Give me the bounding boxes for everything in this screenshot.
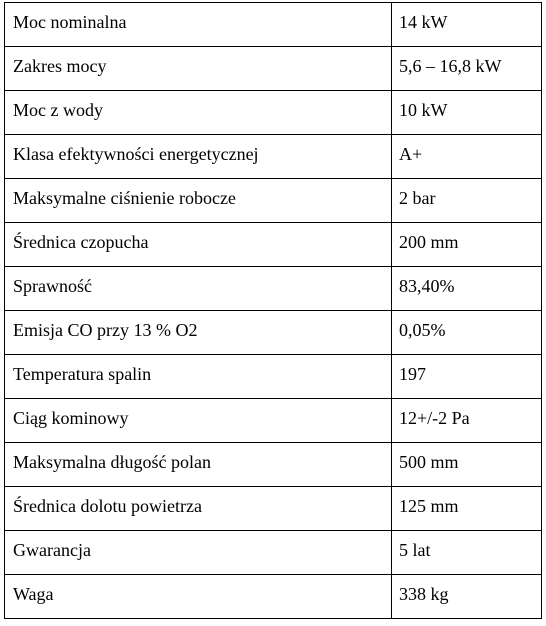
- table-row: [5, 47, 542, 91]
- spec-label: Klasa efektywności energetycznej: [5, 135, 392, 179]
- spec-value: A+: [392, 135, 542, 179]
- table-row: [5, 91, 542, 135]
- table-row: [5, 135, 542, 179]
- spec-value: 197: [392, 355, 542, 399]
- spec-label: Średnica dolotu powietrza: [5, 487, 392, 531]
- spec-value: 10 kW: [392, 91, 542, 135]
- table-row: [5, 223, 542, 267]
- table-row: [5, 443, 542, 487]
- spec-label: Średnica czopucha: [5, 223, 392, 267]
- table-row: [5, 355, 542, 399]
- spec-value: 338 kg: [392, 575, 542, 619]
- spec-label: Moc nominalna: [5, 3, 392, 47]
- table-row: [5, 531, 542, 575]
- spec-label: Maksymalna długość polan: [5, 443, 392, 487]
- spec-value: 14 kW: [392, 3, 542, 47]
- specifications-table: [4, 2, 542, 619]
- table-row: [5, 399, 542, 443]
- spec-value: 200 mm: [392, 223, 542, 267]
- specifications-table-body: [5, 3, 542, 619]
- spec-label: Gwarancja: [5, 531, 392, 575]
- spec-label: Zakres mocy: [5, 47, 392, 91]
- spec-label: Ciąg kominowy: [5, 399, 392, 443]
- spec-value: 0,05%: [392, 311, 542, 355]
- table-row: [5, 311, 542, 355]
- spec-value: 500 mm: [392, 443, 542, 487]
- spec-label: Temperatura spalin: [5, 355, 392, 399]
- table-row: [5, 267, 542, 311]
- spec-value: 5 lat: [392, 531, 542, 575]
- table-row: [5, 487, 542, 531]
- spec-value: 83,40%: [392, 267, 542, 311]
- spec-value: 2 bar: [392, 179, 542, 223]
- table-row: [5, 179, 542, 223]
- spec-value: 12+/-2 Pa: [392, 399, 542, 443]
- table-row: [5, 3, 542, 47]
- spec-label: Waga: [5, 575, 392, 619]
- spec-value: 5,6 – 16,8 kW: [392, 47, 542, 91]
- spec-label: Maksymalne ciśnienie robocze: [5, 179, 392, 223]
- spec-value: 125 mm: [392, 487, 542, 531]
- table-row: [5, 575, 542, 619]
- spec-label: Emisja CO przy 13 % O2: [5, 311, 392, 355]
- spec-label: Sprawność: [5, 267, 392, 311]
- spec-label: Moc z wody: [5, 91, 392, 135]
